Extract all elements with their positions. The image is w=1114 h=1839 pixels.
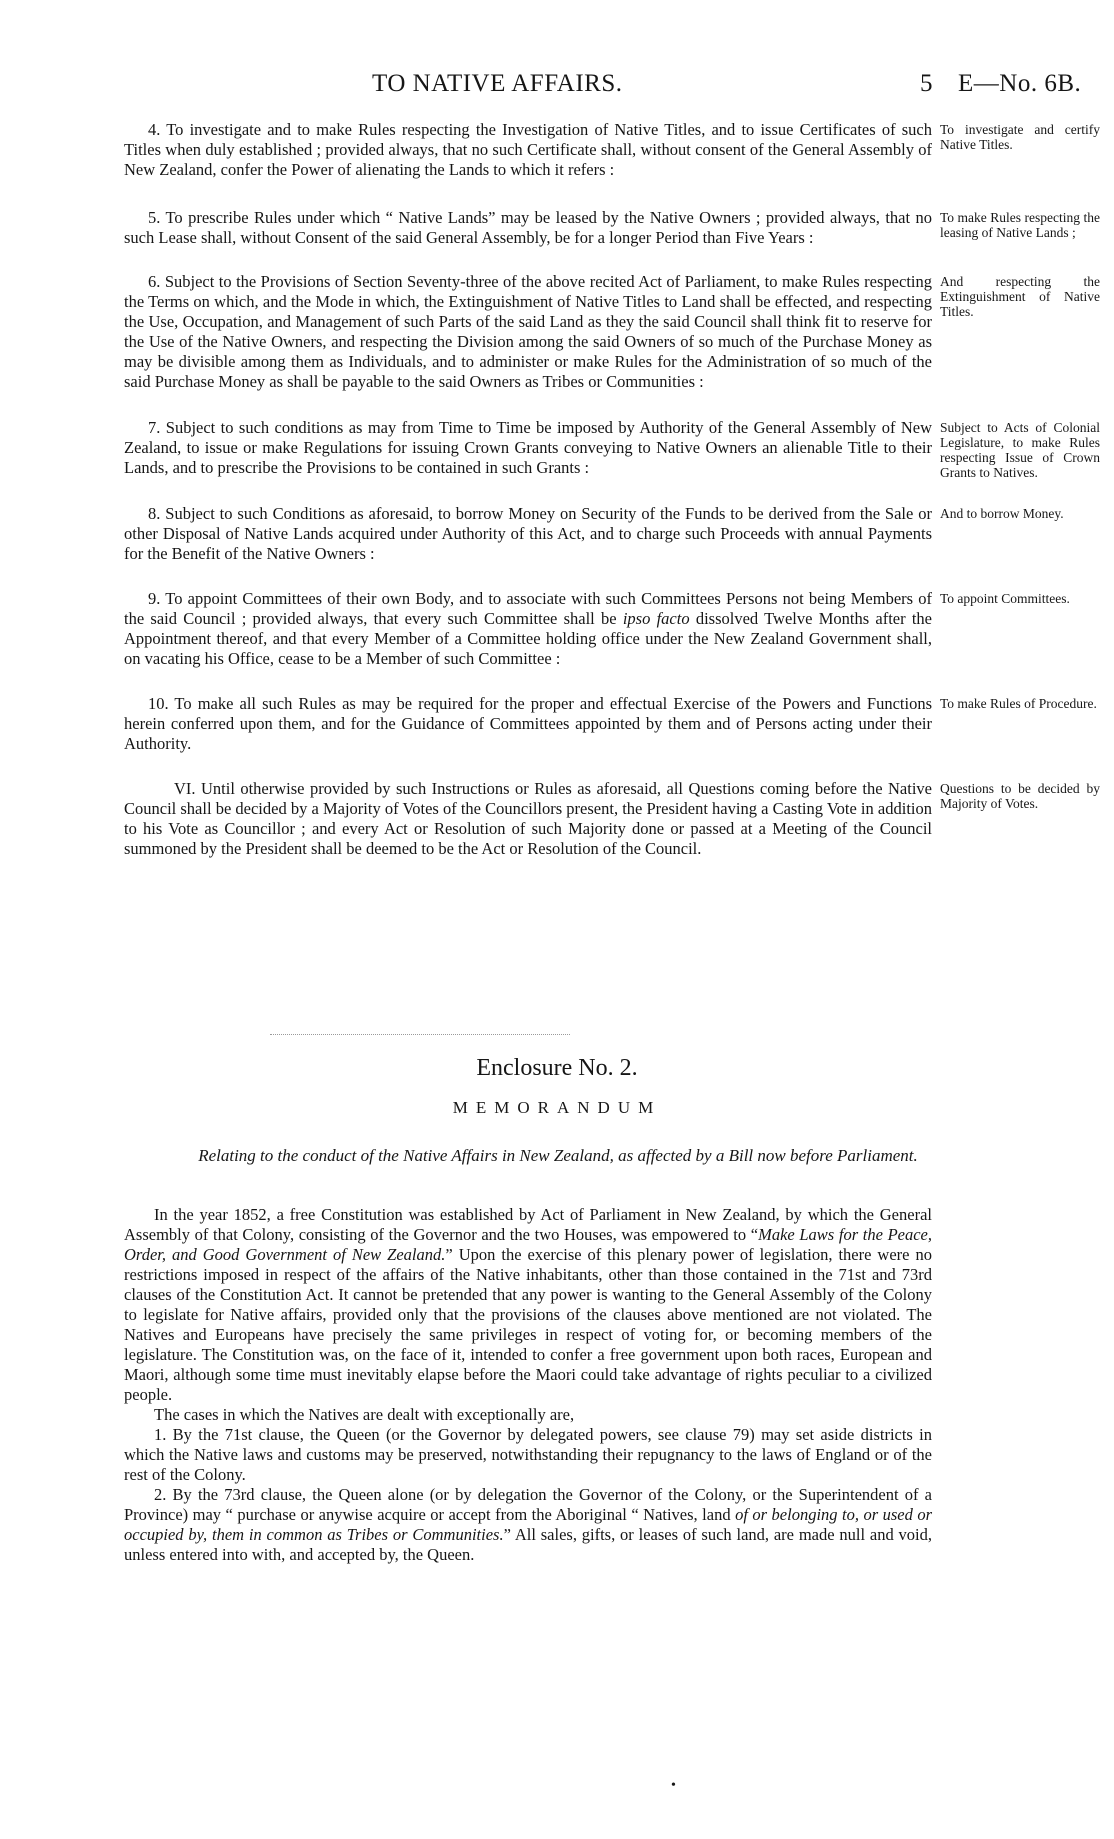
enclosure-heading: Enclosure No. 2. <box>476 1055 638 1081</box>
memorandum-paragraph-4 <box>124 1485 932 1565</box>
section-8 <box>124 504 1100 564</box>
section-9 <box>124 589 1100 669</box>
section-5-text: 5. To prescribe Rules under which “ Native Lands” may be leased by the Native Owners ; provided always, that no such Lease shall, without Consent of the said General Assembly, be for a longer Period than Five Years : <box>124 208 932 247</box>
section-4-text: 4. To investigate and to make Rules respecting the Investigation of Native Titles, and to issue Certificates of such Titles when duly established ; provided always, that no such Certificate shall, without consent of the General Assembly of New Zealand, confer the Power of alienating the Lands to which it refers : <box>124 120 932 179</box>
memorandum-paragraph-3: 1. By the 71st clause, the Queen (or the Governor by delegated powers, see clause 79) may set aside districts in which the Native laws and customs may be preserved, notwithstanding their repugnancy to the laws of England or of the rest of the Colony. <box>124 1425 932 1484</box>
section-4-margin-note: To investigate and certify Native Titles. <box>940 122 1100 152</box>
memorandum-subtitle: Relating to the conduct of the Native Affairs in New Zealand, as affected by a Bill now before Parliament. <box>198 1146 918 1165</box>
section-5 <box>124 208 1100 248</box>
section-10 <box>124 694 1100 754</box>
section-7 <box>124 418 1100 480</box>
section-8-text: 8. Subject to such Conditions as aforesaid, to borrow Money on Security of the Funds to be derived from the Sale or other Disposal of Native Lands acquired under Authority of this Act, and to charge such Proceeds with annual Payments for the Benefit of the Native Owners : <box>124 504 932 563</box>
page-number: 5 <box>920 70 933 97</box>
section-7-margin-note: Subject to Acts of Colonial Legislature, to make Rules respecting Issue of Crown Grants to Natives. <box>940 420 1100 480</box>
section-7-text: 7. Subject to such conditions as may from Time to Time be imposed by Authority of the General Assembly of New Zealand, to issue or make Regulations for issuing Crown Grants conveying to Native Owners an alienable Title to their Lands, and to prescribe the Provisions to be contained in such Grants : <box>124 418 932 477</box>
memorandum-paragraph-2: The cases in which the Natives are dealt with exceptionally are, <box>154 1405 575 1424</box>
section-9-text-end: dissolved Twelve Months after the Appointment thereof, and that every Member of a Committee holding office under the New Zealand Government shall, on vacating his Office, cease to be a Member of such Committee : <box>124 609 932 668</box>
memorandum-body <box>124 1205 932 1565</box>
footer-mark: • <box>671 1778 676 1793</box>
section-10-margin-note: To make Rules of Procedure. <box>940 696 1097 711</box>
section-6 <box>124 272 1100 392</box>
memorandum-paragraph-1 <box>124 1205 932 1405</box>
section-6-text: 6. Subject to the Provisions of Section Seventy-three of the above recited Act of Parliament, to make Rules respecting the Terms on which, and the Mode in which, the Extinguishment of Native Titles to Land shall be effected, and respecting the Use, Occupation, and Management of such Parts of the said Land as they the said Council shall think fit to reserve for the Use of the Native Owners, and respecting the Division among the said Owners of so much of the Purchase Money as may be divisible among them as Individuals, and to administer or make Rules for the Administration of so much of the said Purchase Money as shall be payable to the said Owners as Tribes or Communities : <box>124 272 932 391</box>
section-6-margin-note: And respecting the Extinguishment of Native Titles. <box>940 274 1100 319</box>
section-9-text <box>124 589 932 669</box>
section-9-margin-note: To appoint Committees. <box>940 591 1070 606</box>
page-header <box>0 70 1114 104</box>
rules-sections <box>124 120 1100 859</box>
section-vi-text: VI. Until otherwise provided by such Instructions or Rules as aforesaid, all Questions coming before the Native Council shall be decided by a Majority of Votes of the Councillors present, the President having a Casting Vote in addition to his Vote as Councillor ; and every Act or Resolution of such Majority done or passed at a Meeting of the Council summoned by the President shall be deemed to be the Act or Resolution of the Council. <box>124 779 932 858</box>
memo-p4-start: 2. By the 73rd clause, the Queen alone (or by delegation the Governor of the Colony, or the Superintendent of a Province) may “ purchase or anywise acquire or accept from the Aboriginal “ Natives, land <box>124 1485 932 1524</box>
section-5-margin-note: To make Rules respecting the leasing of Native Lands ; <box>940 210 1100 240</box>
section-divider <box>270 1034 570 1035</box>
header-title: TO NATIVE AFFAIRS. <box>372 70 623 97</box>
section-vi-margin-note: Questions to be decided by Majority of Votes. <box>940 781 1100 811</box>
section-8-margin-note: And to borrow Money. <box>940 506 1064 521</box>
memo-p1-italic: Make Laws for the Peace, Order, and Good Government of New Zealand. <box>124 1225 932 1264</box>
memo-p1-end: ” Upon the exercise of this plenary power of legislation, there were no restrictions imposed in respect of the affairs of the Native inhabitants, other than those contained in the 71st and 73rd clauses of the Constitution Act. It cannot be pretended that any power is wanting to the General Assembly of the Colony to legislate for Native affairs, provided only that the provisions of the clauses above mentioned are not violated. The Natives and Europeans have precisely the same privileges in respect of voting for, or becoming members of the legislature. The Constitution was, on the face of it, intended to confer a free government upon both races, European and Maori, although some time must inevitably elapse before the Maori could take advantage of rights peculiar to a civilized people. <box>124 1245 932 1404</box>
section-4 <box>124 120 1100 180</box>
document-reference: E—No. 6B. <box>958 70 1082 97</box>
memo-p4-end: ” All sales, gifts, or leases of such land, are made null and void, unless entered into with, and accepted by, the Queen. <box>124 1525 932 1564</box>
section-9-italic: ipso facto <box>622 609 690 628</box>
memo-p1-start: In the year 1852, a free Constitution was established by Act of Parliament in New Zealand, by which the General Assembly of that Colony, consisting of the Governor and the two Houses, was empowered to “ <box>124 1205 932 1244</box>
memorandum-title: MEMORANDUM <box>452 1098 662 1117</box>
memo-p4-italic: of or belonging to, or used or occupied by, them in common as Tribes or Communities. <box>124 1505 932 1544</box>
section-10-text: 10. To make all such Rules as may be required for the proper and effectual Exercise of the Powers and Functions herein conferred upon them, and for the Guidance of Committees appointed by them and of Persons acting under their Authority. <box>124 694 932 753</box>
section-vi <box>124 779 1100 859</box>
section-9-text-start: 9. To appoint Committees of their own Body, and to associate with such Committees Persons not being Members of the said Council ; provided always, that every such Committee shall be <box>124 589 932 628</box>
